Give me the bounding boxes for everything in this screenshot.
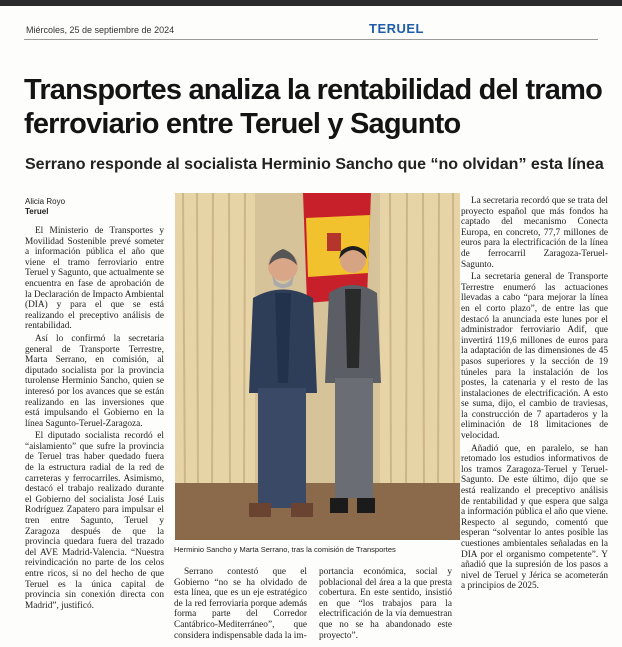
byline-location: Teruel [25,207,49,216]
paragraph: portancia económica, social y poblacional del área a la que presta cobertura. En este sentido, insistió en que “los trabajos para la electrificación de la vía demuestran que no se ha abandonado este proyecto”. [319,567,452,641]
paragraph: Serrano contestó que el Gobierno “no se ha olvidado de esta línea, que es un eje estratégico de la red ferroviaria porque además forma parte del Corredor Cantábrico-Mediterráneo”, que considera indispensable dada la im- [174,567,307,641]
section-label: TERUEL [369,21,424,36]
byline [25,197,65,217]
header-rule [24,39,598,40]
paragraph: Así lo confirmó la secretaria general de Transporte Terrestre, Marta Serrano, en comisión, al diputado socialista por la provincia turolense Herminio Sancho, quien se interesó por los avances que se están realizando en las inversiones que está impulsando el Gobierno en la línea Sagunto-Teruel-Zaragoza. [25,333,164,429]
author-name: Alicia Royo [25,197,66,206]
body-column-3 [319,567,452,643]
article-photo [175,193,460,540]
paragraph: El Ministerio de Transportes y Movilidad Sostenible prevé someter a información pública el año que viene el tramo ferroviario entre Teruel y Sagunto, que actualmente se encuentra en fase de aprobación de la Declaración de Impacto Ambiental (DIA) y para el que se está realizando el preceptivo análisis de rentabilidad. [25,226,164,332]
top-band [0,0,622,6]
body-column-2 [174,567,307,643]
photo-caption: Herminio Sancho y Marta Serrano, tras la comisión de Transportes [174,545,396,554]
body-column-4 [461,196,608,594]
paragraph: El diputado socialista recordó el “aislamiento” que sufre la provincia de Teruel tras haber quedado fuera de la estructura radial de la red de carreteras y ferrocarriles. Asimismo, destacó el trabajo realizado durante el Gobierno del socialista José Luis Rodríguez Zapatero para impulsar el tren entre Sagunto, Teruel y Zaragoza después de que la provincia quedara fuera del trazado del AVE Madrid-Valencia. “Nuestra reivindicación no parte de los celos entre ricos, si no del hecho de que Teruel es la única capital de provincia sin conexión directa con Madrid”, justificó. [25,431,164,611]
paragraph: La secretaria general de Transporte Terrestre enumeró las actuaciones llevadas a cabo “para mejorar la línea en el corto plazo”, de entre las que destacó la anunciada este lunes por el administrador ferroviario Adif, que invertirá 119,6 millones de euros para la adaptación de las dimensiones de 45 pasos superiores y la sección de 19 túneles para la instalación de los postes, la catenaria y el resto de las instalaciones de electrificación. A esto se suma, dijo, el cambio de traviesas, la construcción de 7 apartaderos y la eliminación de 18 limitaciones de velocidad. [461,272,608,442]
issue-date: Miércoles, 25 de septiembre de 2024 [26,25,175,35]
paragraph: La secretaria recordó que se trata del proyecto español que más fondos ha captado del mecanismo Conecta Europa, en concreto, 77,7 millones de euros para la electrificación de la línea de ferrocarril Zaragoza-Teruel-Sagunto. [461,196,608,270]
body-column-1 [25,226,164,613]
paragraph: Añadió que, en paralelo, se han retomado los estudios informativos de los tramos Zaragoza-Teruel y Teruel-Sagunto. De este último, dijo que se está realizando el preceptivo análisis de rentabilidad y que espera que salga a información pública el año que viene. Respecto al segundo, comentó que esperan “solventar lo antes posible las cuestiones ambientales señaladas en la DIA por el organismo competente”. Y añadió que la supresión de los pasos a nivel de Teruel y Jérica se acometerán a principios de 2025. [461,443,608,592]
article-headline: Transportes analiza la rentabilidad del tramo ferroviario entre Teruel y Sagunto [24,74,603,140]
article-subheadline: Serrano responde al socialista Herminio Sancho que “no olvidan” esta línea [25,156,604,173]
